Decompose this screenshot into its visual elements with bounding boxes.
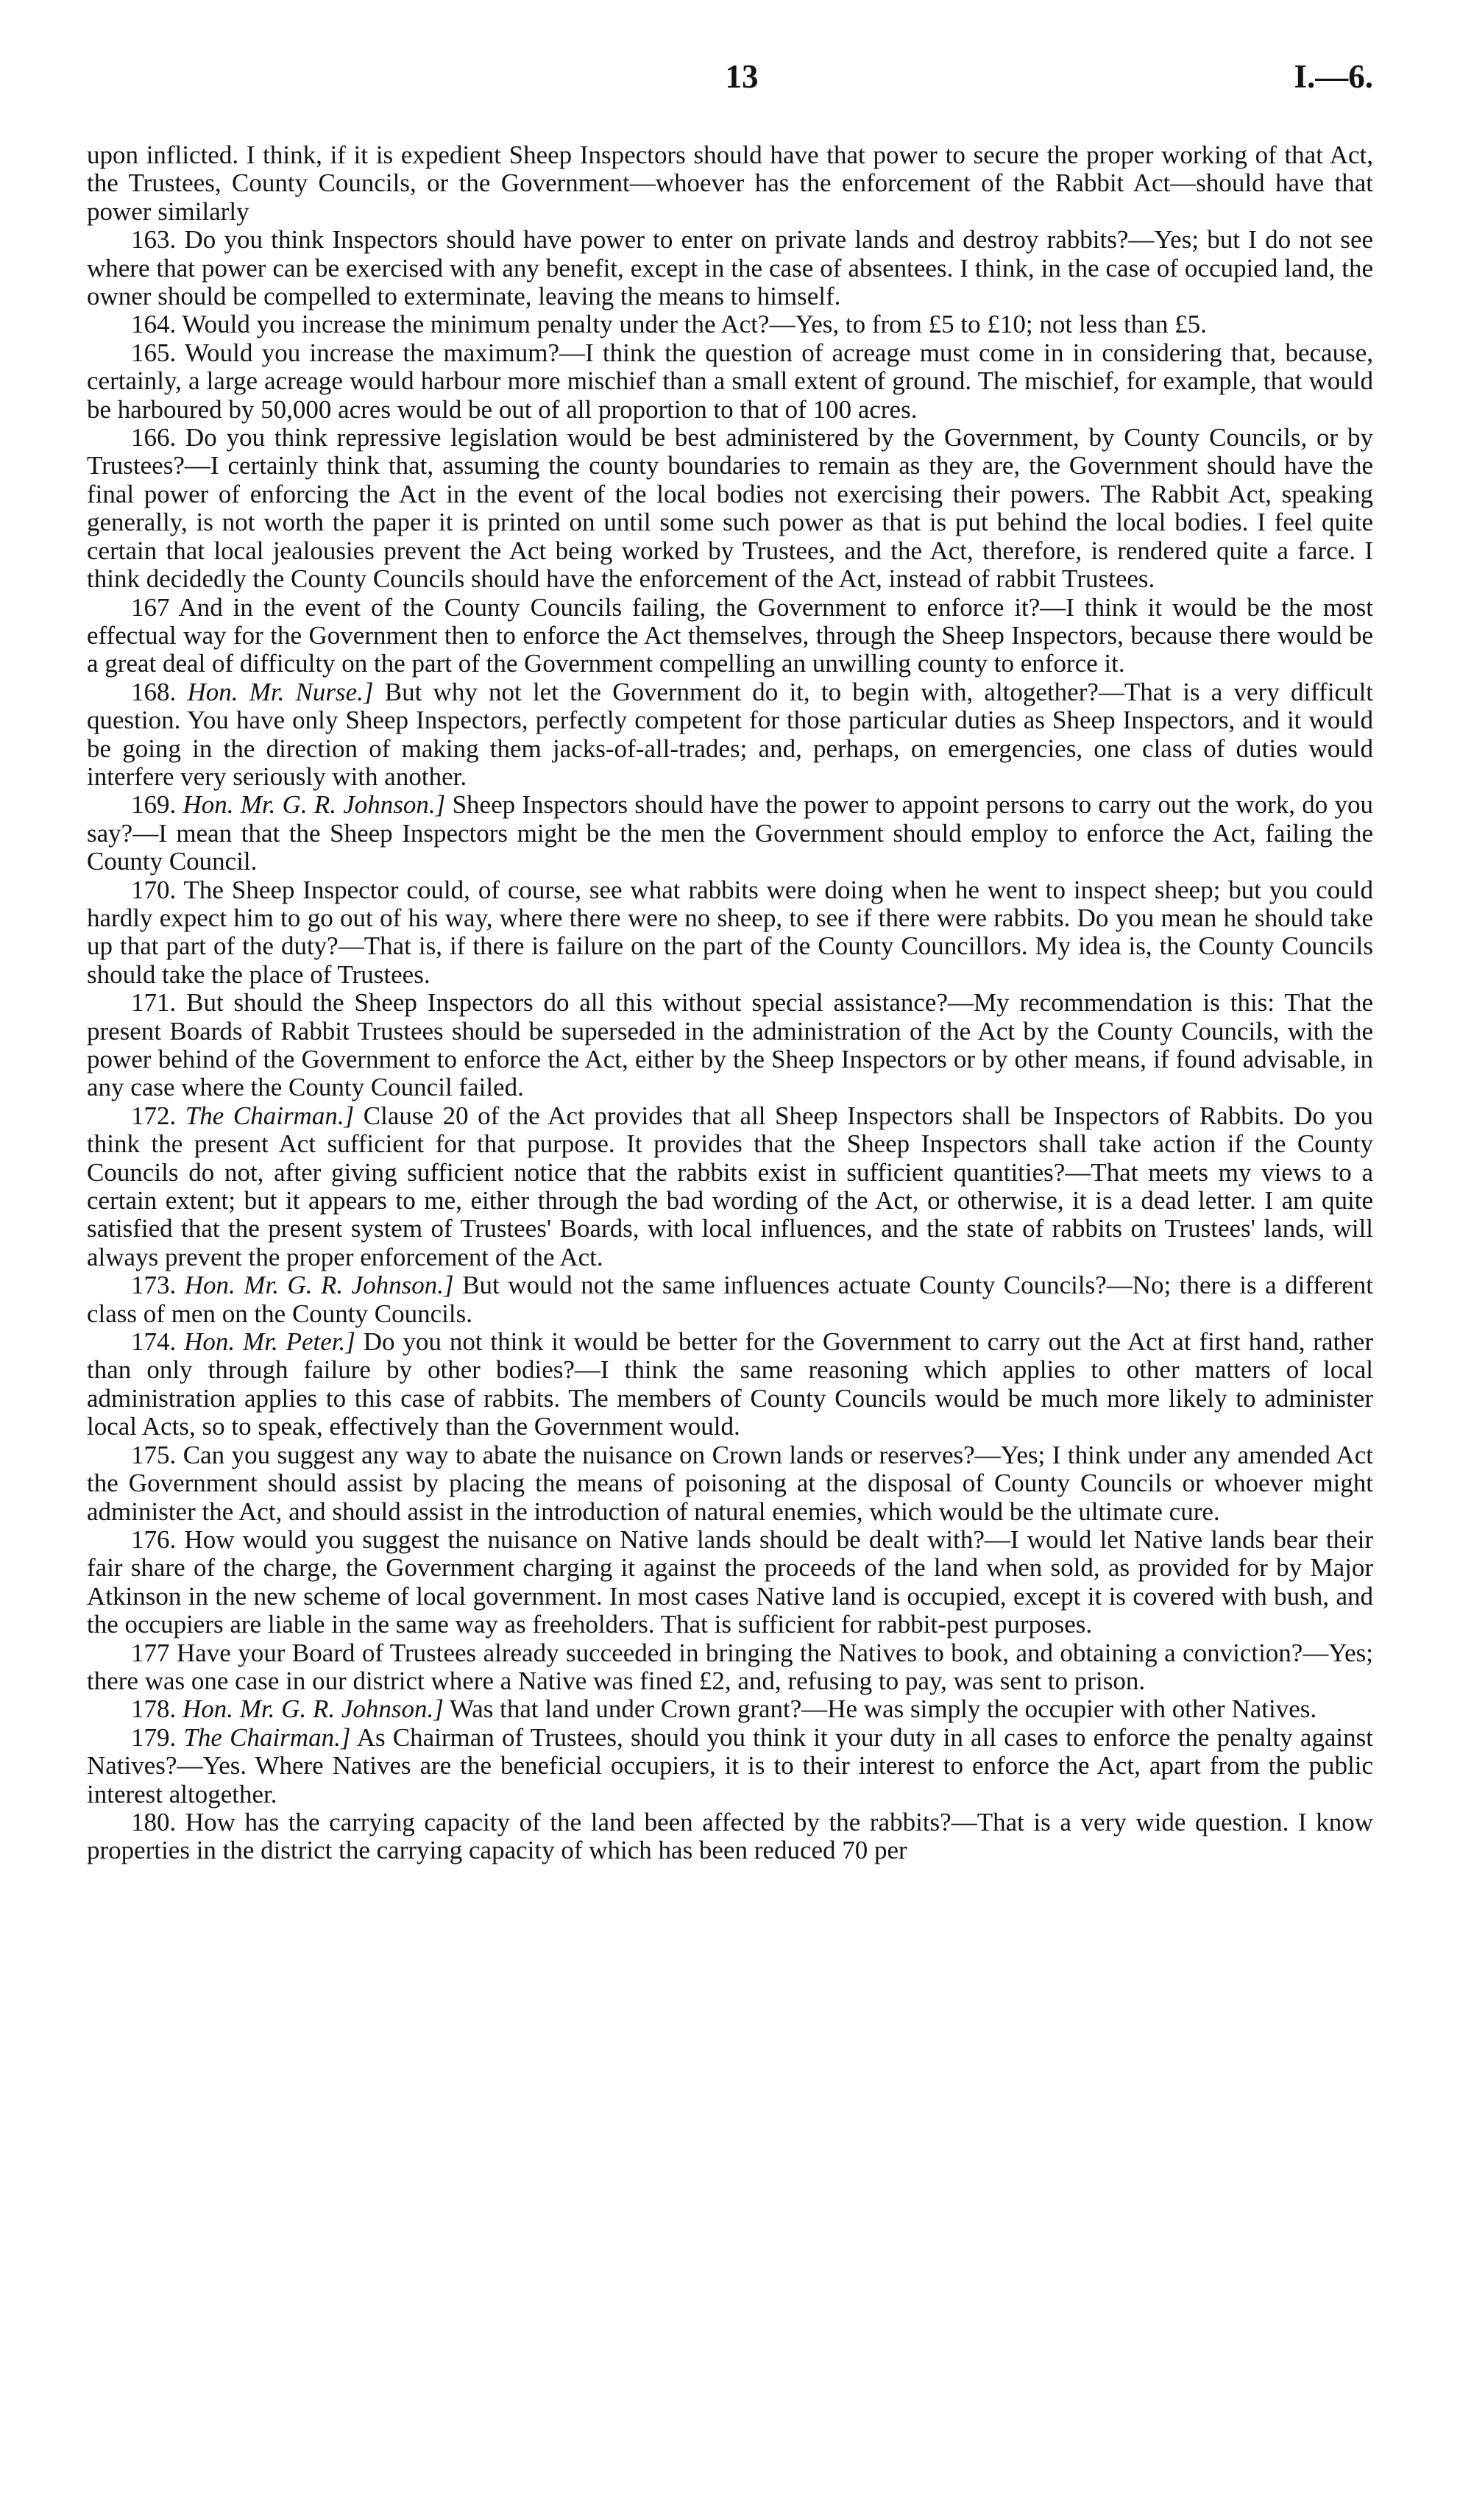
paragraph-text: Do you not think it would be better for the Government to carry out the Act at first hand, rather than only through failure by other bodies?—I think the same reasoning which applies to other matters of local administration applies to this case of rabbits. The members of County Councils would be much more likely to administer local Acts, so to speak, effectively than the Government would. [87, 1327, 1373, 1441]
question-paragraph [87, 1639, 1373, 1696]
speaker: Hon. Mr. G. R. Johnson.] [184, 1271, 454, 1300]
document-reference: I.—6. [1294, 58, 1373, 95]
question-paragraph [87, 1102, 1373, 1271]
paragraph-text: Clause 20 of the Act provides that all Sheep Inspectors shall be Inspectors of Rabbits. Do you think the present Act sufficient for that purpose. It provides that the Sheep Inspectors shall take action if the County Councils do not, after giving sufficient notice that the rabbits exist in sufficient quantities?—That meets my views to a certain extent; but it appears to me, either through the bad wording of the Act, or otherwise, it is a dead letter. I am quite satisfied that the present system of Trustees' Boards, with local influences, and the state of rabbits on Trustees' lands, will always prevent the proper enforcement of the Act. [87, 1101, 1373, 1271]
paragraph-text: Can you suggest any way to abate the nuisance on Crown lands or reserves?—Yes; I think under any amended Act the Government should assist by placing the means of poisoning at the disposal of County Councils or whoever might administer the Act, and should assist in the introduction of natural enemies, which would be the ultimate cure. [87, 1440, 1373, 1526]
question-number: 180. [131, 1807, 177, 1836]
question-paragraph [87, 424, 1373, 593]
paragraph-text: But would not the same influences actuate County Councils?—No; there is a different class of men on the County Councils. [87, 1271, 1373, 1328]
question-paragraph [87, 594, 1373, 678]
question-number: 166. [131, 423, 177, 452]
question-paragraph [87, 1271, 1373, 1328]
question-paragraph [87, 310, 1373, 338]
paragraph-text: Would you increase the maximum?—I think the question of acreage must come in in considering that, because, certainly, a large acreage would harbour more mischief than a small extent of ground. The mischief, for example, that would be harboured by 50,000 acres would be out of all proportion to that of 100 acres. [87, 338, 1373, 424]
paragraph-text: As Chairman of Trustees, should you think it your duty in all cases to enforce the penalty against Natives?—Yes. Where Natives are the beneficial occupiers, it is to their interest to enforce the Act, apart from the public interest altogether. [87, 1722, 1373, 1809]
paragraph-text: But why not let the Government do it, to begin with, altogether?—That is a very difficult question. You have only Sheep Inspectors, perfectly competent for those particular duties as Sheep Inspectors, and it would be going in the direction of making them jacks-of-all-trades; and, perhaps, on emergencies, one class of duties would interfere very seriously with another. [87, 677, 1374, 791]
question-paragraph [87, 1695, 1373, 1723]
question-number: 171. [131, 988, 177, 1018]
question-paragraph [87, 1724, 1373, 1809]
speaker: The Chairman.] [183, 1722, 351, 1752]
question-paragraph [87, 989, 1373, 1102]
body-text [87, 141, 1373, 1865]
paragraph-text: Sheep Inspectors should have the power to appoint persons to carry out the work, do you say?—I mean that the Sheep Inspectors might be the men the Government should employ to enforce the Act, failing the County Council. [87, 790, 1374, 876]
question-number: 169. [131, 790, 177, 820]
question-number: 178. [131, 1694, 177, 1724]
question-paragraph [87, 339, 1373, 424]
question-paragraph [87, 1809, 1373, 1865]
question-number: 172. [131, 1101, 177, 1130]
paragraph-text: Would you increase the minimum penalty under the Act?—Yes, to from £5 to £10; not less than £5. [182, 310, 1207, 339]
speaker: Hon. Mr. G. R. Johnson.] [182, 790, 446, 820]
paragraph-text: And in the event of the County Councils failing, the Government to enforce it?—I think it would be the most effectual way for the Government then to enforce the Act themselves, through the Sheep Inspectors, because there would be a great deal of difficulty on the part of the Government compelling an unwilling county to enforce it. [87, 592, 1373, 678]
page-number: 13 [725, 58, 759, 95]
paragraph-text: But should the Sheep Inspectors do all this without special assistance?—My recommendation is this: That the present Boards of Rabbit Trustees should be superseded in the administration of the Act by the County Councils, with the power behind of the Government to enforce the Act, either by the Sheep Inspectors or by other means, if found advisable, in any case where the County Council failed. [87, 988, 1374, 1102]
question-paragraph [87, 1441, 1373, 1526]
speaker: Hon. Mr. Peter.] [184, 1327, 355, 1357]
question-number: 176. [131, 1525, 177, 1554]
question-paragraph [87, 876, 1373, 990]
question-number: 165. [131, 338, 177, 367]
paragraph-text: How would you suggest the nuisance on Native lands should be dealt with?—I would let Native lands bear their fair share of the charge, the Government charging it against the proceeds of the land when sold, as provided for by Major Atkinson in the new scheme of local government. In most cases Native land is occupied, except it is covered with bush, and the occupiers are liable in the same way as freeholders. That is sufficient for rabbit-pest purposes. [87, 1525, 1374, 1639]
speaker: Hon. Mr. Nurse.] [187, 677, 374, 706]
paragraph-text: Was that land under Crown grant?—He was simply the occupier with other Natives. [449, 1694, 1317, 1724]
page-header [87, 57, 1373, 109]
paragraph-text: Do you think repressive legislation would be best administered by the Government, by County Councils, or by Trustees?—I certainly think that, assuming the county boundaries to remain as they are, the Government should have the final power of enforcing the Act in the event of the local bodies not exercising their powers. The Rabbit Act, speaking generally, is not worth the paper it is printed on until some such power as that is put behind the local bodies. I feel quite certain that local jealousies prevent the Act being worked by Trustees, and the Act, therefore, is rendered quite a farce. I think decidedly the County Councils should have the enforcement of the Act, instead of rabbit Trustees. [87, 423, 1373, 594]
paragraph-text: Do you think Inspectors should have power to enter on private lands and destroy rabbits?—Yes; but I do not see where that power can be exercised with any benefit, except in the case of absentees. I think, in the case of occupied land, the owner should be compelled to exterminate, leaving the means to himself. [87, 225, 1374, 311]
question-number: 179. [131, 1722, 177, 1752]
question-number: 173. [131, 1271, 177, 1300]
question-paragraph [87, 791, 1373, 876]
question-paragraph [87, 678, 1373, 792]
question-number: 175. [131, 1440, 177, 1469]
speaker: The Chairman.] [185, 1101, 355, 1130]
question-number: 168. [131, 677, 177, 706]
paragraph-text: Have your Board of Trustees already succeeded in bringing the Natives to book, and obtaining a conviction?—Yes; there was one case in our district where a Native was fined £2, and, refusing to pay, was sent to prison. [87, 1638, 1373, 1695]
question-paragraph [87, 1526, 1373, 1639]
paragraph-text: The Sheep Inspector could, of course, see what rabbits were doing when he went to inspect sheep; but you could hardly expect him to go out of his way, where there were no sheep, to see if there were rabbits. Do you mean he should take up that part of the duty?—That is, if there is failure on the part of the County Councillors. My idea is, the County Councils should take the place of Trustees. [87, 875, 1374, 989]
question-number: 163. [131, 225, 177, 255]
paragraph-text: upon inflicted. I think, if it is expedient Sheep Inspectors should have that power to secure the proper working of that Act, the Trustees, County Councils, or the Government—whoever has the enforcement of the Rabbit Act—should have that power similarly [87, 141, 1373, 226]
question-number: 170. [131, 875, 177, 904]
question-number: 167 [131, 592, 170, 622]
question-paragraph [87, 1328, 1373, 1441]
speaker: Hon. Mr. G. R. Johnson.] [182, 1694, 444, 1724]
question-number: 164. [131, 310, 177, 339]
question-paragraph [87, 226, 1373, 310]
question-number: 177 [131, 1638, 170, 1667]
paragraph [87, 141, 1373, 226]
paragraph-text: How has the carrying capacity of the land been affected by the rabbits?—That is a very wide question. I know properties in the district the carrying capacity of which has been reduced 70 per [87, 1807, 1374, 1865]
question-number: 174. [131, 1327, 177, 1357]
